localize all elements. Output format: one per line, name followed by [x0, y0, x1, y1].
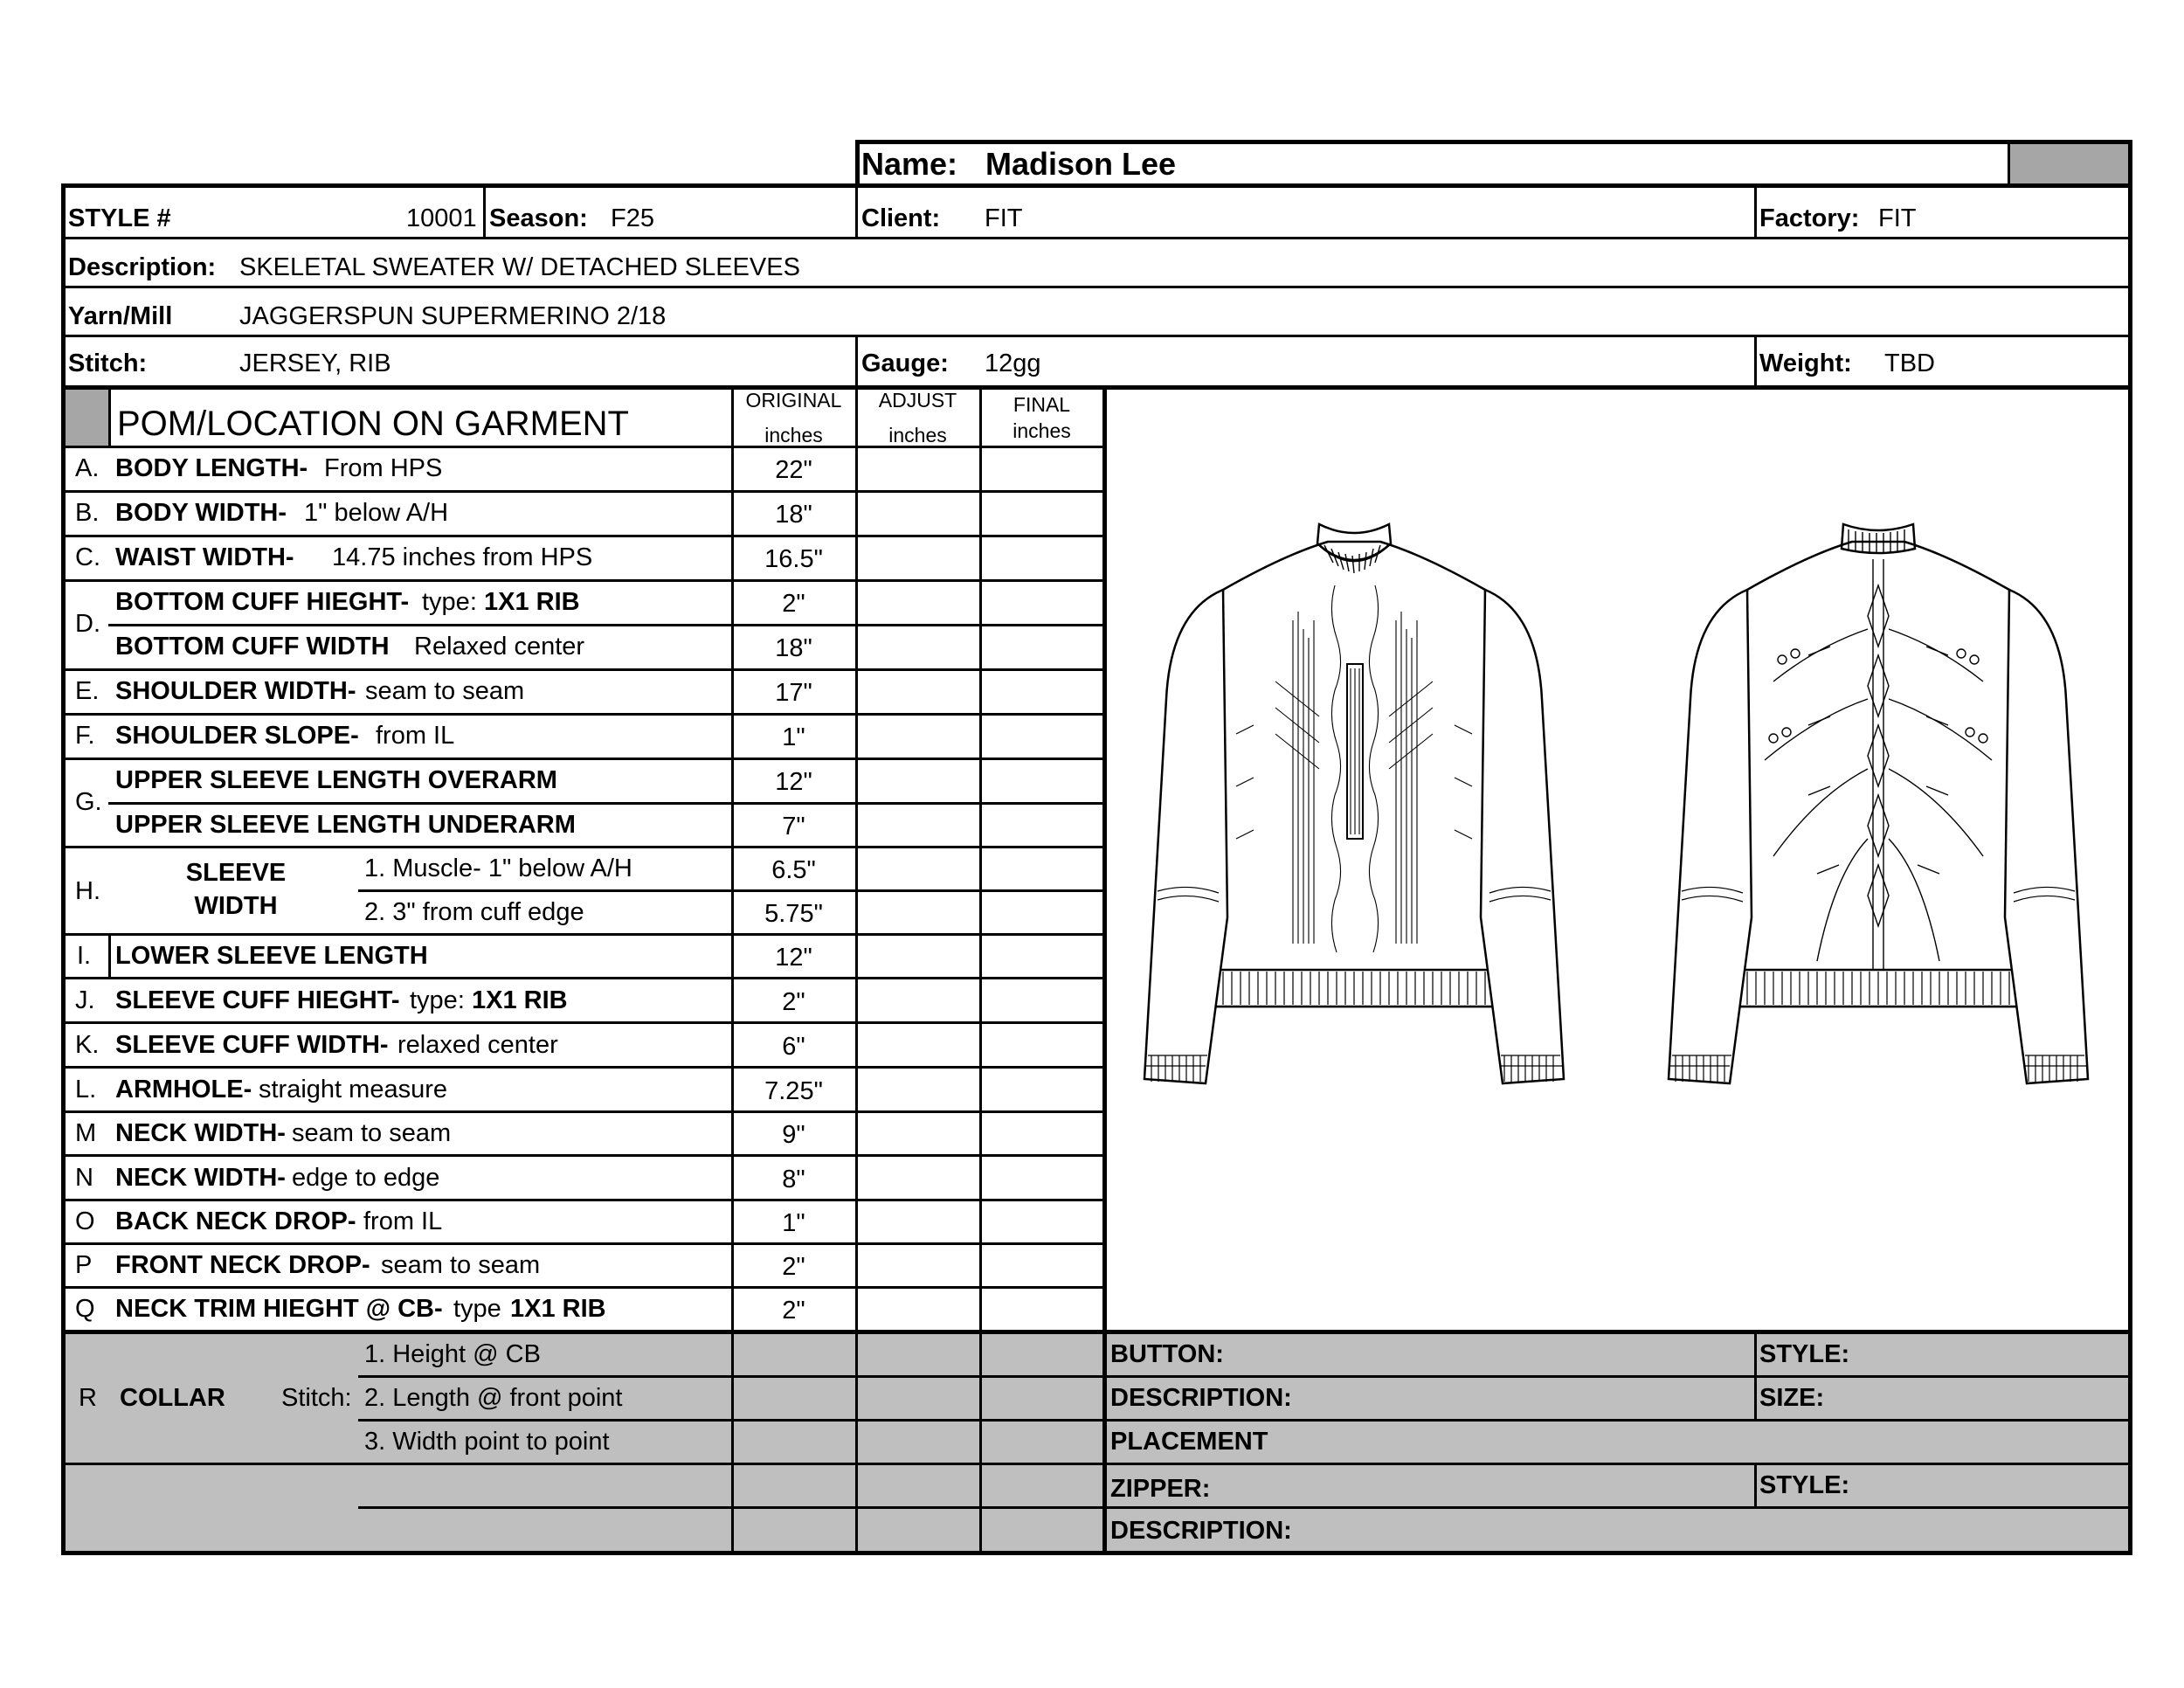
row-d1-label: BOTTOM CUFF HIEGHT- [115, 588, 410, 616]
row-o-value: 1" [782, 1209, 805, 1237]
placement-label: PLACEMENT [1110, 1428, 1268, 1456]
row-q-value: 2" [782, 1297, 805, 1325]
row-m-value: 9" [782, 1121, 805, 1149]
season-value: F25 [611, 204, 654, 232]
pom-title: POM/LOCATION ON GARMENT [117, 405, 629, 443]
row-b-value: 18" [775, 501, 812, 529]
row-h-code: H. [75, 877, 100, 905]
row-l-value: 7.25" [764, 1077, 823, 1105]
row-c-value: 16.5" [764, 545, 823, 573]
row-d2-value: 18" [775, 634, 812, 662]
row-e-code: E. [75, 677, 100, 705]
zipper-style-label: STYLE: [1759, 1471, 1850, 1499]
row-m-code: M [75, 1119, 97, 1147]
client-label: Client: [861, 204, 941, 232]
row-l-label: ARMHOLE- [115, 1076, 252, 1103]
col-adjust-unit: inches [888, 424, 947, 446]
row-i-value: 12" [775, 944, 812, 972]
row-k-value: 6" [782, 1033, 805, 1061]
row-o-label: BACK NECK DROP- [115, 1207, 356, 1235]
row-i-label: LOWER SLEEVE LENGTH [115, 942, 428, 970]
button-description-label: DESCRIPTION: [1110, 1384, 1292, 1412]
row-k-detail: relaxed center [397, 1031, 558, 1059]
row-e-detail: seam to seam [365, 677, 525, 705]
row-l-code: L. [75, 1076, 97, 1103]
row-j-label: SLEEVE CUFF HIEGHT- [115, 986, 400, 1014]
row-g2-label: UPPER SLEEVE LENGTH UNDERARM [115, 811, 576, 839]
collar-item-2: 2. Length @ front point [364, 1384, 623, 1412]
row-g-code: G. [75, 788, 102, 816]
pom-title-swatch [63, 387, 108, 446]
collar-label: COLLAR [120, 1384, 225, 1412]
row-d2-detail: Relaxed center [414, 633, 585, 661]
row-c-code: C. [75, 543, 100, 571]
row-o-code: O [75, 1207, 95, 1235]
gauge-label: Gauge: [861, 349, 949, 377]
row-d1-rib: 1X1 RIB [484, 588, 580, 616]
name-corner-swatch [2009, 143, 2130, 185]
row-h2-label: 2. 3" from cuff edge [364, 898, 584, 926]
factory-label: Factory: [1759, 204, 1860, 232]
row-a-label: BODY LENGTH- [115, 454, 308, 482]
name-value: Madison Lee [985, 146, 1177, 182]
weight-value: TBD [1884, 349, 1935, 377]
factory-value: FIT [1878, 204, 1917, 232]
row-i-code: I. [77, 942, 92, 970]
row-f-label: SHOULDER SLOPE- [115, 722, 359, 750]
row-j-code: J. [75, 986, 95, 1014]
row-k-label: SLEEVE CUFF WIDTH- [115, 1031, 389, 1059]
row-b-detail: 1" below A/H [304, 499, 449, 527]
row-p-label: FRONT NECK DROP- [115, 1251, 370, 1279]
row-n-detail: edge to edge [292, 1164, 440, 1192]
row-j-rib: 1X1 RIB [472, 986, 568, 1014]
row-e-label: SHOULDER WIDTH- [115, 677, 356, 705]
row-c-detail: 14.75 inches from HPS [332, 543, 593, 571]
zipper-label: ZIPPER: [1110, 1475, 1211, 1503]
row-k-code: K. [75, 1031, 100, 1059]
row-j-value: 2" [782, 988, 805, 1016]
name-label: Name: [861, 146, 958, 182]
sweater-back-icon [1642, 507, 2114, 1171]
row-o-detail: from IL [363, 1207, 443, 1235]
row-d1-detail: type: [422, 588, 477, 616]
col-adjust: ADJUST [878, 389, 957, 412]
yarn-value: JAGGERSPUN SUPERMERINO 2/18 [239, 302, 667, 330]
col-original: ORIGINAL [745, 389, 842, 412]
row-g2-value: 7" [782, 813, 805, 841]
button-label: BUTTON: [1110, 1340, 1224, 1368]
row-g1-value: 12" [775, 768, 812, 796]
row-j-detail: type: [410, 986, 465, 1014]
row-n-code: N [75, 1164, 93, 1192]
row-q-code: Q [75, 1295, 95, 1323]
col-final-unit: inches [1013, 419, 1071, 442]
row-b-code: B. [75, 499, 100, 527]
description-label: Description: [68, 253, 217, 281]
row-f-detail: from IL [376, 722, 455, 750]
sweater-front-icon [1118, 507, 1590, 1171]
row-b-label: BODY WIDTH- [115, 499, 287, 527]
row-m-label: NECK WIDTH- [115, 1119, 286, 1147]
row-l-detail: straight measure [259, 1076, 447, 1103]
row-q-detail: type [453, 1295, 501, 1323]
style-label: STYLE # [68, 204, 171, 232]
collar-item-3: 3. Width point to point [364, 1428, 610, 1456]
collar-item-1: 1. Height @ CB [364, 1340, 541, 1368]
gauge-value: 12gg [985, 349, 1041, 377]
row-h2-value: 5.75" [764, 900, 823, 928]
col-final: FINAL [1013, 393, 1071, 416]
row-n-value: 8" [782, 1166, 805, 1193]
row-d2-label: BOTTOM CUFF WIDTH [115, 633, 390, 661]
row-f-value: 1" [782, 723, 805, 751]
collar-stitch-label: Stitch: [281, 1384, 352, 1412]
zipper-description-label: DESCRIPTION: [1110, 1517, 1292, 1545]
row-p-code: P [75, 1251, 93, 1279]
row-d-code: D. [75, 610, 100, 638]
row-p-value: 2" [782, 1253, 805, 1281]
row-e-value: 17" [775, 679, 812, 707]
weight-label: Weight: [1759, 349, 1852, 377]
client-value: FIT [985, 204, 1023, 232]
row-d1-value: 2" [782, 590, 805, 618]
row-q-rib: 1X1 RIB [510, 1295, 606, 1323]
row-a-value: 22" [775, 456, 812, 484]
row-f-code: F. [75, 722, 95, 750]
row-p-detail: seam to seam [381, 1251, 541, 1279]
button-size-label: SIZE: [1759, 1384, 1825, 1412]
description-value: SKELETAL SWEATER W/ DETACHED SLEEVES [239, 253, 800, 281]
col-original-unit: inches [764, 424, 823, 446]
style-value: 10001 [406, 204, 477, 232]
yarn-label: Yarn/Mill [68, 302, 173, 330]
row-m-detail: seam to seam [292, 1119, 452, 1147]
row-g1-label: UPPER SLEEVE LENGTH OVERARM [115, 766, 557, 794]
row-r-code: R [79, 1384, 97, 1412]
row-a-code: A. [75, 454, 100, 482]
sleeve-width-label-2: WIDTH [194, 892, 278, 920]
row-h1-label: 1. Muscle- 1" below A/H [364, 854, 632, 882]
stitch-label: Stitch: [68, 349, 148, 377]
season-label: Season: [489, 204, 588, 232]
row-c-label: WAIST WIDTH- [115, 543, 294, 571]
button-style-label: STYLE: [1759, 1340, 1850, 1368]
row-h1-value: 6.5" [771, 856, 816, 884]
sleeve-width-label-1: SLEEVE [185, 859, 287, 887]
row-n-label: NECK WIDTH- [115, 1164, 286, 1192]
row-a-detail: From HPS [324, 454, 443, 482]
row-q-label: NECK TRIM HIEGHT @ CB- [115, 1295, 443, 1323]
stitch-value: JERSEY, RIB [239, 349, 391, 377]
